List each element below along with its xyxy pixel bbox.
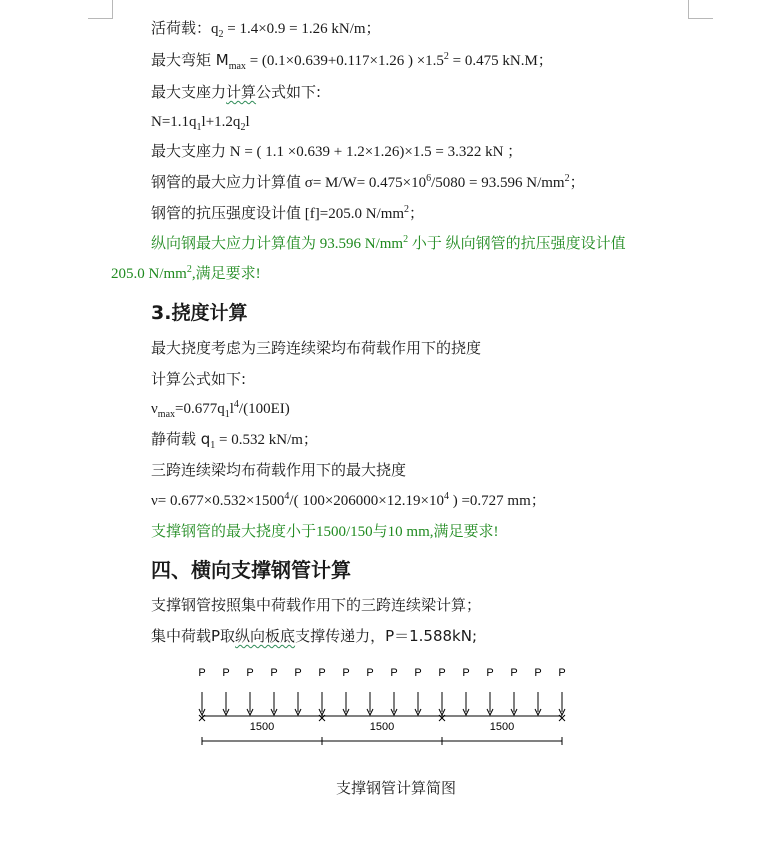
- superscript: 2: [403, 234, 409, 245]
- text-segment: l+1.2q: [201, 114, 241, 130]
- beam-diagram: [0, 658, 780, 758]
- subscript: max: [157, 409, 176, 420]
- text-segment: ；: [409, 206, 425, 222]
- max-deflection-heading: 三跨连续梁均布荷载作用下的最大挠度: [151, 461, 407, 479]
- superscript: 6: [426, 173, 432, 184]
- max-support-force-line: [151, 142, 522, 162]
- text-segment: ) =0.727 mm；: [448, 493, 546, 509]
- section-4-heading: 四、横向支撑钢管计算: [151, 558, 351, 582]
- superscript: 2: [404, 204, 410, 215]
- text-segment: ；: [569, 175, 585, 191]
- text-segment: 最大支座力 N = ( 1.1 ×0.639 + 1.2×1.26)×1.5 = 3.322 kN ；: [151, 144, 523, 160]
- load-label: P: [366, 667, 374, 679]
- text-segment: 钢管的抗压强度设计值 [f]=205.0 N/mm: [151, 206, 405, 222]
- text-segment: l: [229, 401, 234, 417]
- text-segment: /( 100×206000×12.19×10: [289, 493, 444, 509]
- deflection-description: 最大挠度考虑为三跨连续梁均布荷载作用下的挠度: [151, 339, 482, 357]
- superscript: 2: [564, 173, 570, 184]
- subscript: 2: [240, 122, 246, 133]
- load-label: P: [462, 667, 470, 679]
- deflection-formula: [151, 399, 290, 419]
- support-force-formula: [151, 112, 250, 132]
- load-label: P: [414, 667, 422, 679]
- text-segment: = 0.532 kN/m；: [215, 432, 318, 448]
- text-segment: 205.0 N/mm: [111, 266, 187, 282]
- diagram-caption: 支撑钢管计算简图: [336, 779, 457, 797]
- span-length-label: 1500: [489, 721, 515, 733]
- superscript: 4: [443, 491, 449, 502]
- load-label: P: [390, 667, 398, 679]
- stress-conclusion-line-1: [151, 234, 626, 254]
- text-segment: ν= 0.677×0.532×1500: [151, 493, 285, 509]
- deflection-conclusion: 支撑钢管的最大挠度小于1500/150与10 mm,满足要求!: [151, 524, 499, 540]
- text-segment: /(100EI): [238, 401, 290, 417]
- text-segment: 公式如下:: [256, 83, 322, 101]
- max-stress-line: [151, 173, 585, 193]
- text-segment: 纵向板底: [235, 627, 296, 645]
- formula-heading: 计算公式如下:: [151, 370, 247, 388]
- live-load-value: = 1.4×0.9 = 1.26 kN/m；: [223, 21, 381, 37]
- superscript: 2: [186, 264, 192, 275]
- load-label: P: [486, 667, 494, 679]
- text-segment: 静荷载 q: [151, 430, 211, 448]
- design-strength-line: [151, 204, 424, 224]
- static-load-line: [151, 429, 318, 450]
- load-label: P: [534, 667, 542, 679]
- subscript: max: [228, 61, 246, 72]
- text-segment: 计算: [226, 83, 257, 101]
- text-segment: ν: [151, 401, 158, 417]
- transverse-description: 支撑钢管按照集中荷载作用下的三跨连续梁计算；: [151, 596, 482, 614]
- text-segment: 最大支座力: [151, 83, 227, 101]
- max-moment-value: = 0.475 kN.M；: [448, 53, 553, 69]
- live-load-label: 活荷载：: [151, 19, 212, 37]
- page-corner-mark-right: [688, 0, 713, 19]
- load-label: P: [294, 667, 302, 679]
- subscript: 1: [196, 122, 202, 133]
- q-symbol: q: [211, 21, 219, 37]
- text-segment: 钢管的最大应力计算值 σ= M/W= 0.475×10: [151, 175, 427, 191]
- text-segment: /5080 = 93.596 N/mm: [431, 175, 565, 191]
- stress-conclusion-line-2: [111, 264, 261, 284]
- load-label: P: [198, 667, 206, 679]
- text-segment: N=1.1q: [151, 114, 197, 130]
- span-length-label: 1500: [249, 721, 275, 733]
- live-load-line: [151, 18, 381, 39]
- load-label: P: [318, 667, 326, 679]
- superscript: 4: [284, 491, 290, 502]
- load-label: P: [438, 667, 446, 679]
- superscript: 2: [443, 51, 449, 62]
- max-moment-label: 最大弯矩 M: [151, 51, 229, 69]
- text-segment: 小于 纵向钢管的抗压强度设计值: [408, 236, 626, 252]
- subscript: 1: [210, 440, 216, 451]
- load-label: P: [270, 667, 278, 679]
- subscript: 2: [218, 29, 224, 40]
- max-moment-line: [151, 50, 553, 71]
- text-segment: 支撑传递力，P＝1.588kN;: [295, 627, 478, 645]
- superscript: 4: [233, 399, 239, 410]
- max-moment-formula: = (0.1×0.639+0.117×1.26 ) ×1.5: [245, 53, 444, 69]
- text-segment: =0.677q: [175, 401, 225, 417]
- span-length-label: 1500: [369, 721, 395, 733]
- text-segment: ,满足要求!: [191, 266, 261, 282]
- load-label: P: [342, 667, 350, 679]
- text-segment: 集中荷载P取: [151, 627, 236, 645]
- text-segment: l: [245, 114, 250, 130]
- text-segment: 纵向钢最大应力计算值为 93.596 N/mm: [151, 236, 404, 252]
- load-label: P: [246, 667, 254, 679]
- concentrated-load-line: [151, 626, 477, 646]
- load-label: P: [222, 667, 230, 679]
- load-label: P: [510, 667, 518, 679]
- load-label: P: [558, 667, 566, 679]
- section-3-heading: 3.挠度计算: [151, 302, 248, 324]
- deflection-result: [151, 491, 546, 511]
- page-corner-mark-left: [88, 0, 113, 19]
- support-force-formula-heading: [151, 82, 321, 102]
- subscript: 1: [224, 409, 230, 420]
